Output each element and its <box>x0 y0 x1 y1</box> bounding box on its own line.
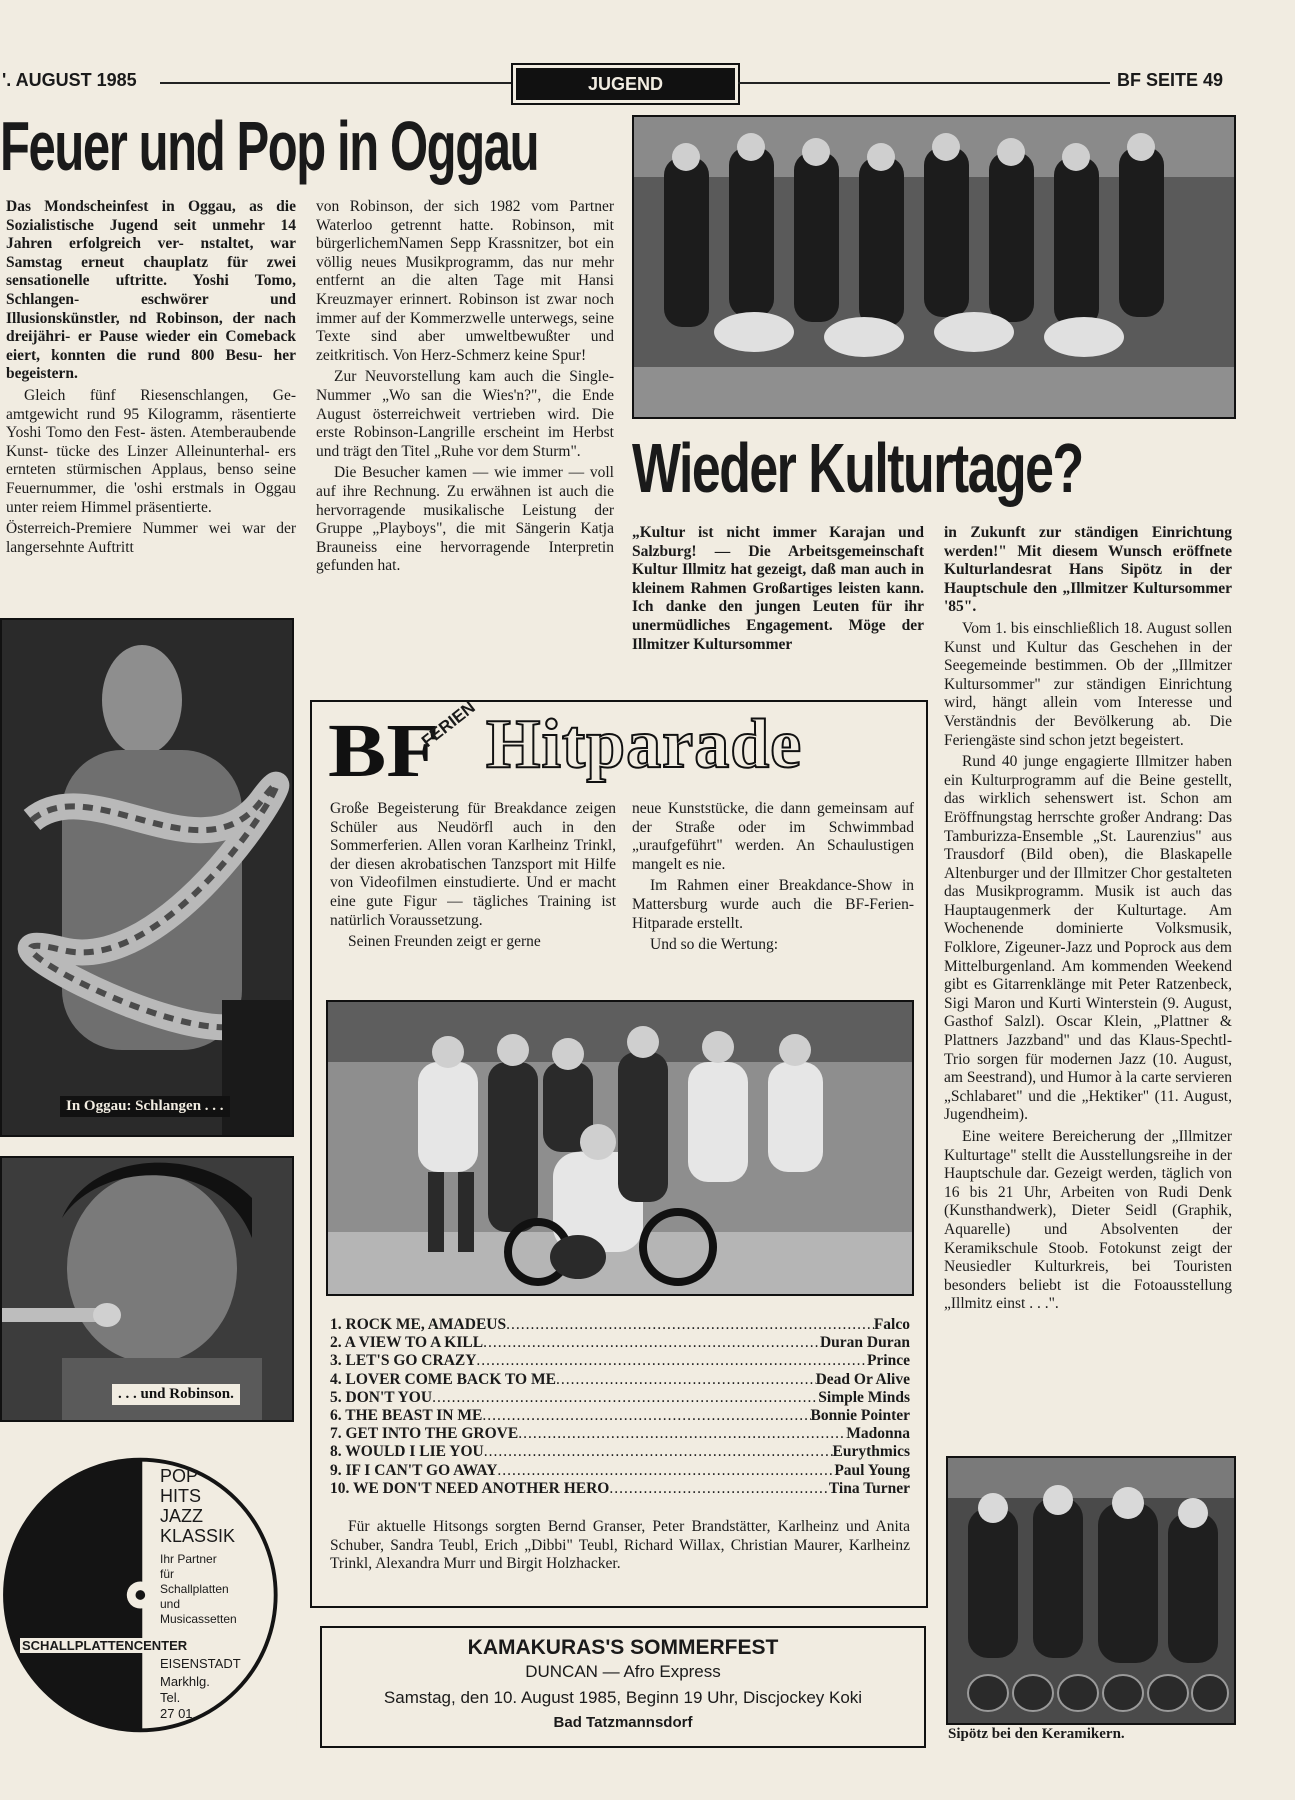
song-title: 6. THE BEAST IN ME <box>330 1407 483 1425</box>
photo-tamburizza <box>632 115 1236 419</box>
ad-line-klassik: KLASSIK <box>160 1526 236 1546</box>
hit-list-item <box>330 1443 910 1461</box>
song-artist: Dead Or Alive <box>815 1370 910 1388</box>
article1-headline: Feuer und Pop in Oggau <box>0 107 539 185</box>
page-number: BF SEITE 49 <box>1117 70 1224 90</box>
song-artist: Tina Turner <box>828 1479 910 1497</box>
hitparade-paragraph: Seinen Freunden zeigt er gerne <box>348 933 541 951</box>
song-artist: Falco <box>873 1316 910 1333</box>
article2-lead: „Kultur ist nicht immer Karajan und Salzburg! — Die Arbeitsgemeinschaft Kultur Illmitz hat gezeigt, daß man auch in kleinem Rahmen Großartiges leisten kann. Ich danke den jungen Leuten für ihr unermüdliches Engagement. Möge der Illmitzer Kultursommer <box>632 524 924 653</box>
song-title: 1. ROCK ME, AMADEUS <box>330 1316 507 1333</box>
hit-list <box>330 1316 910 1498</box>
shop-name: SCHALLPLATTENCENTER <box>22 1638 188 1653</box>
article1-column1 <box>6 198 296 560</box>
article2-paragraph: Rund 40 junge engagierte Illmitzer haben ein Kulturprogramm auf die Beine gestellt, das wirklich sehenswert ist. Schon am Eröffnungstag herrschte großer Andrang: Das Tamburizza-Ensemble „St. Laurenzius" aus Trausdorf (Bild oben), die Blaskapelle Altenburger und der Illmitzer Chor gestalteten das Musikprogramm. Musik ist auch das Hauptaugenmerk der Kulturtage. Am Wochenende dominierte Volksmusik, Folklore, Zigeuner-Jazz und Poprock aus dem Mittelburgenland. Am kommenden Weekend gibt es Gitarrenklänge mit Peter Ratzenbeck, Sigi Maron und Kurti Winterstein (9. August, Gasthof Salzl). Oscar Klein, „Plattner & Plattners Jazzband" und das Klaus-Spechtl-Trio sorgen für modernen Jazz (10. August, am Seestrand), und Humor à la carte servieren „Schlabaret" und die „Hektiker" (11. August, Jugendheim). <box>944 753 1232 1124</box>
ad-sub: Schallplatten <box>160 1582 229 1596</box>
header-rule-right <box>738 82 1110 84</box>
photo-snake-charmer <box>0 618 294 1137</box>
hitparade-credits <box>330 1518 910 1577</box>
article2-column <box>944 524 1232 1317</box>
hit-list-item <box>330 1316 910 1334</box>
song-title: 2. A VIEW TO A KILL <box>330 1334 484 1352</box>
vinyl-record-icon <box>0 1450 300 1740</box>
event-ad <box>320 1626 926 1748</box>
caption-robinson: . . . und Robinson. <box>112 1384 240 1405</box>
ad-sub: Ihr Partner <box>160 1552 217 1566</box>
song-artist: Eurythmics <box>832 1443 910 1461</box>
article2-paragraph: Vom 1. bis einschließlich 18. August sollen Kunst und Kultur das Geschehen in der Seegemeinde bestimmen. Ob der „Illmitzer Kultursommer" zur ständigen Einrichtung wird, hängt allein vom Interesse und Verständnis der Bevölkerung ab. Die Feriengäste sind schon jetzt begeistert. <box>944 619 1232 749</box>
photo-breakdancers <box>326 1000 914 1296</box>
song-title: 8. WOULD I LIE YOU <box>330 1443 484 1461</box>
article1-paragraph: von Robinson, der sich 1982 vom Partner Waterloo getrennt hatte. Robinson, mit bürgerlichemNamen Sepp Krassnitzer, bot ein völlig neues Musikprogramm, das nur mehr entfernt an die alten Tage mit Hansi Kreuzmayer erinnert. Robinson ist zwar noch immer auf der Kommerzwelle unterwegs, seine Texte sind aber umweltbewußter und zeitkritisch. Von Herz-Schmerz keine Spur! <box>316 198 614 364</box>
ad-line-jazz: JAZZ <box>160 1506 203 1526</box>
article1-paragraph: Österreich-Premiere Nummer wei war der langersehnte Auftritt <box>6 520 296 556</box>
ad-sub: für <box>160 1567 175 1581</box>
article1-lead: Das Mondscheinfest in Oggau, as die Sozialistische Jugend seit unmehr 14 Jahren erfolgreich ver- nstaltet, war Samstag erneut chauplatz für zwei sensationelle uftritte. Yoshi Tomo, Schlangen- eschwörer und Illusionskünstler, nd Robinson, der nach dreijähri- er Pause wieder ein Comeback eiert, konnten die rund 800 Besu- her begeistern. <box>6 198 296 383</box>
hit-list-item <box>330 1407 910 1425</box>
hitparade-column2 <box>632 800 914 958</box>
caption-snakes: In Oggau: Schlangen . . . <box>60 1096 230 1117</box>
song-title: 4. LOVER COME BACK TO ME <box>330 1370 556 1388</box>
section-rubric: JUGEND <box>516 68 735 100</box>
event-bands: DUNCAN — Afro Express <box>525 1662 721 1681</box>
song-artist: Madonna <box>846 1425 910 1443</box>
hit-list-item <box>330 1371 910 1389</box>
song-title: 10. WE DON'T NEED ANOTHER HERO <box>330 1479 610 1497</box>
logo-bf: BF <box>328 709 440 793</box>
shop-tel: 27 01 <box>160 1706 193 1721</box>
ad-sub: Musicassetten <box>160 1612 237 1626</box>
article2-paragraph: Eine weitere Bereicherung der „Illmitzer Kulturtage" stellt die Ausstellungsreihe in der Hauptschule dar. Gezeigt werden, täglich von 16 bis 21 Uhr, Arbeiten von Rudi Denk (Kunsthandwerk), Dieter Seidl (Graphik, Aquarelle) und Absolventen der Keramikschule Stoob. Fotokunst zeigt der Neusiedler Kulturkreis, bei Touristen besonders beliebt ist die Fotoausstellung „Illmitz einst . . .". <box>944 1128 1232 1313</box>
hit-list-item <box>330 1462 910 1480</box>
article1-paragraph: Die Besucher kamen — wie immer — voll auf ihre Rechnung. Zu erwähnen ist auch die hervorragende musikalische Leistung der Gruppe „Playboys", die mit Sängerin Katja Brauneiss eine hervorragende Interpretin gefunden hat. <box>316 464 614 575</box>
hit-list-item <box>330 1425 910 1443</box>
ad-line-hits: HITS <box>160 1486 202 1506</box>
hitparade-paragraph: neue Kunststücke, die dann gemeinsam auf der Straße oder im Schwimmbad „uraufgeführt" werden. An Schaulustigen mangelt es nie. <box>632 800 914 873</box>
song-artist: Bonnie Pointer <box>810 1407 910 1425</box>
credits-text: Für aktuelle Hitsongs sorgten Bernd Granser, Peter Brandstätter, Karlheinz und Anita Schuber, Sandra Teubl, Erich „Dibbi" Teubl, Richard Willax, Christian Maurer, Karlheinz Trinkl, Alexandra Murr und Birgit Holzhacker. <box>330 1518 910 1573</box>
ad-sub: und <box>160 1597 181 1611</box>
event-where: Bad Tatzmannsdorf <box>553 1714 693 1731</box>
hitparade-paragraph: Im Rahmen einer Breakdance-Show in Mattersburg wurde auch die BF-Ferien-Hitparade erstellt. <box>632 877 914 932</box>
hitparade-paragraph: Und so die Wertung: <box>650 936 779 954</box>
article2-headline: Wieder Kulturtage? <box>632 429 1083 507</box>
article1-column2 <box>316 198 614 579</box>
song-title: 5. DON'T YOU <box>330 1388 433 1406</box>
hit-list-item <box>330 1389 910 1407</box>
issue-date: '. AUGUST 1985 <box>2 70 137 90</box>
logo-hitparade: Hitparade <box>486 706 803 783</box>
song-artist: Prince <box>866 1352 910 1370</box>
record-shop-ad <box>0 1440 300 1740</box>
hit-list-item <box>330 1334 910 1352</box>
song-artist: Paul Young <box>834 1461 910 1479</box>
photo-robinson <box>0 1156 294 1422</box>
shop-tel-label: Tel. <box>160 1690 181 1705</box>
header-rule-left <box>160 82 512 84</box>
event-title: KAMAKURAS'S SOMMERFEST <box>467 1636 779 1659</box>
hit-list-item <box>330 1352 910 1370</box>
caption-keramik: Sipötz bei den Keramikern. <box>948 1726 1125 1742</box>
article2-lead-continued: in Zukunft zur ständigen Einrichtung werden!" Mit diesem Wunsch eröffnete Kulturlandesrat Hans Sipötz in der Hauptschule den „Illmitzer Kultursommer '85". <box>944 524 1232 616</box>
song-title: 3. LET'S GO CRAZY <box>330 1352 477 1370</box>
hit-list-item <box>330 1480 910 1498</box>
shop-street: Markhlg. <box>160 1674 210 1689</box>
logo-ferien: FERIEN <box>418 697 479 751</box>
song-artist: Simple Minds <box>818 1388 910 1406</box>
shop-city: EISENSTADT <box>160 1656 241 1671</box>
article1-paragraph: Gleich fünf Riesenschlangen, Ge- amtgewicht rund 95 Kilogramm, räsentierte Yoshi Tomo den Fest- ästen. Atemberaubende Kunst- tücke des Linzer Alleinunterhal- ers ernteten stürmischen Applaus, benso seine Feuernummer, die 'oshi erstmals in Oggau unter reiem Himmel präsentierte. <box>6 386 296 516</box>
hitparade-column1 <box>330 800 616 955</box>
song-title: 9. IF I CAN'T GO AWAY <box>330 1461 498 1479</box>
photo-keramik <box>946 1456 1236 1725</box>
event-when: Samstag, den 10. August 1985, Beginn 19 Uhr, Discjockey Koki <box>383 1688 863 1707</box>
song-title: 7. GET INTO THE GROVE <box>330 1425 519 1443</box>
hitparade-paragraph: Große Begeisterung für Breakdance zeigen Schüler aus Neudörfl auch in den Sommerferien. Allen voran Karlheinz Trinkl, der diesen akrobatischen Tanzsport mit Hilfe von Videofilmen einstudierte. Und er macht eine gute Figur — tägliches Training ist natürlich Voraussetzung. <box>330 800 616 929</box>
hitparade-logo <box>322 697 922 794</box>
ad-line-pop: POP <box>160 1466 199 1486</box>
article1-paragraph: Zur Neuvorstellung kam auch die Single-Nummer „Wo san die Wies'n?", die Ende August österreichweit vertrieben wird. Die erste Robinson-Langrille erscheint im Herbst und trägt den Titel „Ruhe vor dem Sturm". <box>316 368 614 460</box>
song-artist: Duran Duran <box>819 1334 910 1352</box>
